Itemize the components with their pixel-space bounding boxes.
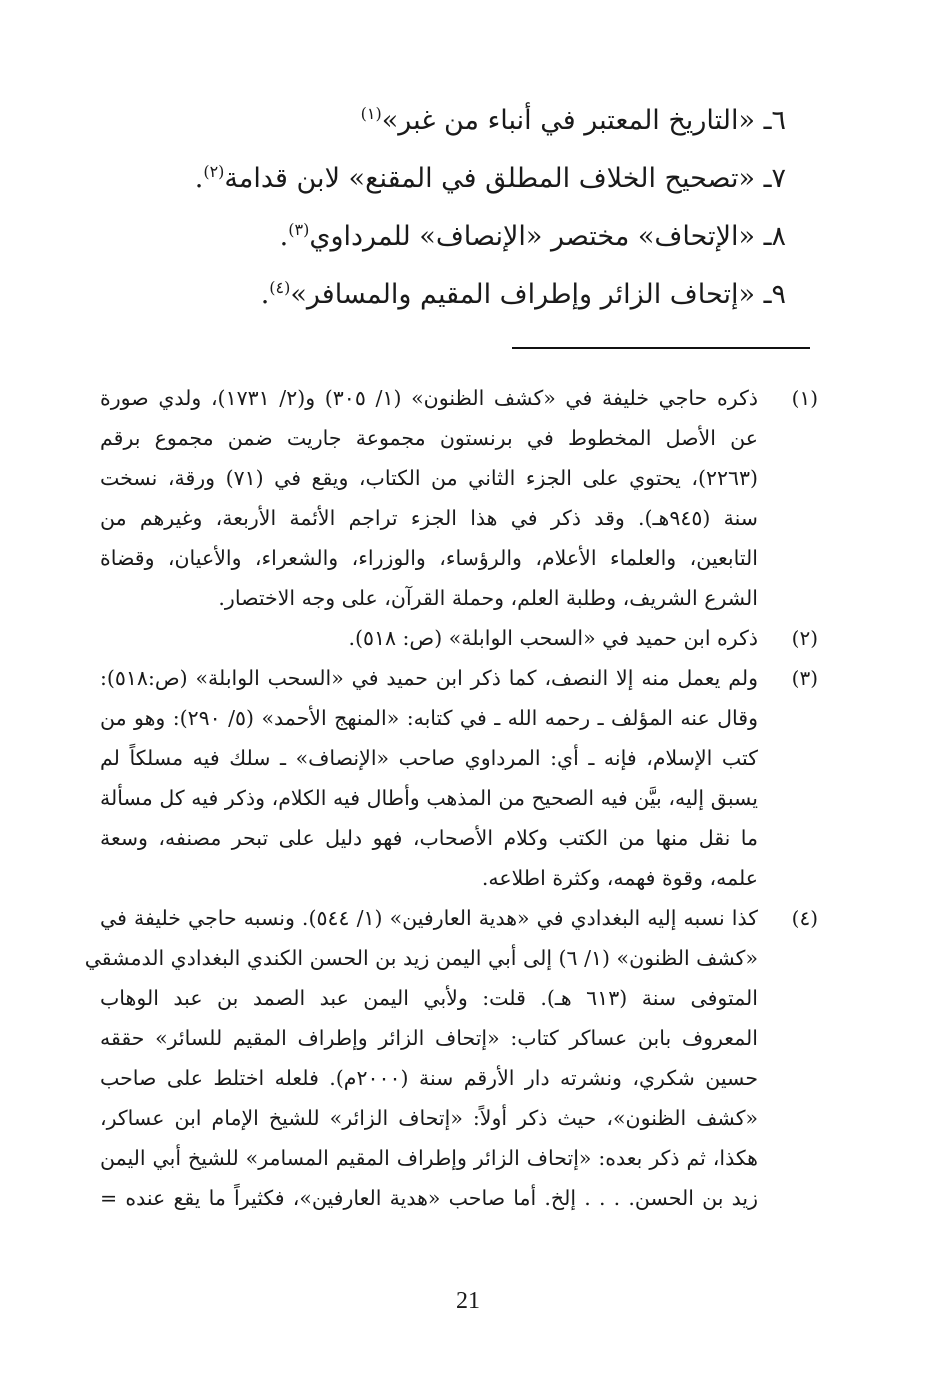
footnote-text: كذا نسبه إليه البغدادي في «هدية العارفين» (١/ ٥٤٤). ونسبه حاجي خليفة في «كشف الظنون» (١/ ٦) إلى أبي اليمن زيد بن الحسن الكندي البغدادي الدمشقي المتوفى سنة (٦١٣ هـ). قلت: ولأبي اليمن عبد الصمد بن عبد الوهاب المعروف بابن عساكر كتاب: «إتحاف الزائر وإطراف المقيم للسائر» حققه حسين شكري، ونشرته دار الأرقم سنة (٢٠٠٠م). فلعله اختلط على صاحب «كشف الظنون»، حيث ذكر أولاً: «إتحاف الزائر» للشيخ الإمام ابن عساكر، هكذا، ثم ذكر بعده: «إتحاف الزائر وإطراف المقيم المسامر» للشيخ أبي اليمن زيد بن الحسن. . . . إلخ. أما صاحب «هدية العارفين»، فكثيراً ما يقع عنده =: [84, 906, 758, 1210]
footnote-number: (٣): [791, 666, 818, 690]
book-list-item: ٩ـ «إتحاف الزائر وإطراف المقيم والمسافر»$^{(٤)}$.: [260, 278, 786, 310]
footnote-reference: (٢): [203, 162, 225, 181]
book-list-item: ٧ـ «تصحيح الخلاف المطلق في المقنع» لابن قدامة$^{(٢)}$.: [194, 162, 786, 194]
footnote-text: ذكره حاجي خليفة في «كشف الظنون» (١/ ٣٠٥) و(٢/ ١٧٣١)، ولدي صورة عن الأصل المخطوط في برنستون مجموعة جاريت ضمن مجموع برقم (٢٢٦٣)، يحتوي على الجزء الثاني من الكتاب، ويقع في (٧١) ورقة، نسخت سنة (٩٤٥هـ). وقد ذكر في هذا الجزء تراجم الأئمة الأربعة، وغيرهم من التابعين، والعلماء الأعلام، والرؤساء، والوزراء، والشعراء، والأعيان، وقضاة الشرع الشريف، وطلبة العلم، وحملة القرآن، على وجه الاختصار.: [100, 386, 759, 610]
footnote-number: (٤): [791, 906, 818, 930]
book-list-item: ٦ـ «التاريخ المعتبر في أنباء من غبر»$^{(١)}$: [360, 104, 786, 136]
book-list: [126, 98, 786, 330]
book-list-item: ٨ـ «الإتحاف» مختصر «الإنصاف» للمرداوي$^{(٣)}$.: [279, 220, 786, 252]
footnote-number: (١): [791, 386, 818, 410]
footnote-reference: (٤): [269, 278, 291, 297]
footnote-reference: (١): [360, 104, 382, 123]
footnote-2: [100, 618, 818, 658]
page-number: 21: [456, 1288, 480, 1314]
footnotes: [84, 378, 818, 1218]
footnote-4: [84, 898, 818, 1218]
footnote-number: (٢): [791, 626, 818, 650]
footnote-separator: [512, 347, 810, 349]
footnote-text: ذكره ابن حميد في «السحب الوابلة» (ص: ٥١٨).: [348, 626, 758, 650]
footnote-text: ولم يعمل منه إلا النصف، كما ذكر ابن حميد في «السحب الوابلة» (ص:٥١٨): وقال عنه المؤلف ـ رحمه الله ـ في كتابه: «المنهج الأحمد» (٥/ ٢٩٠): وهو من كتب الإسلام، فإنه ـ أي: المرداوي صاحب «الإنصاف» ـ سلك فيه مسلكاً لم يسبق إليه، بيَّن فيه الصحيح من المذهب وأطال فيه الكلام، وذكر فيه كل مسألة ما نقل منها من الكتب وكلام الأصحاب، فهو دليل على تبحر مصنفه، وسعة علمه، وقوة فهمه، وكثرة اطلاعه.: [100, 666, 758, 890]
footnote-reference: (٣): [288, 220, 310, 239]
footnote-3: [100, 658, 818, 898]
footnote-1: [100, 378, 818, 618]
